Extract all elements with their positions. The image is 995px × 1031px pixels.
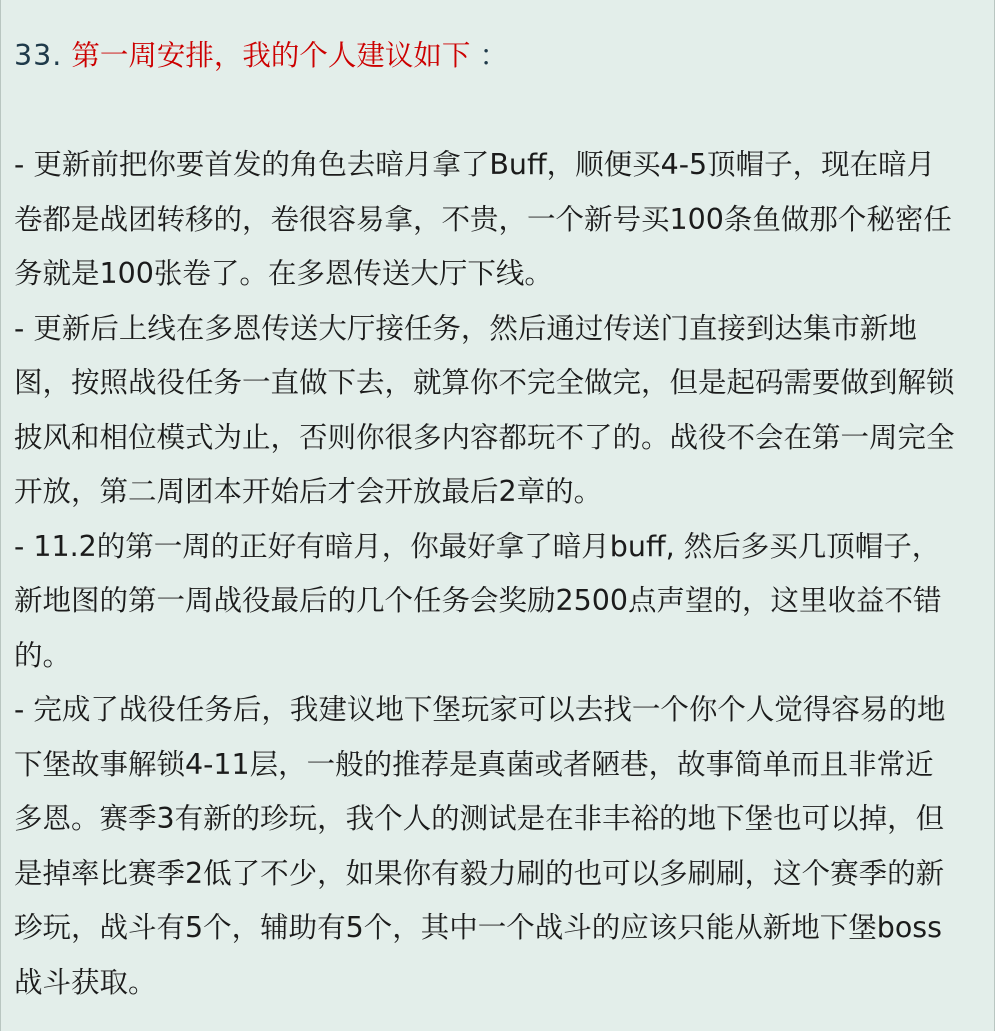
text-line: - 更新前把你要首发的角色去暗月拿了Buff，顺便买4-5顶帽子，现在暗月	[14, 148, 936, 181]
text-line: 多恩。赛季3有新的珍玩，我个人的测试是在非丰裕的地下堡也可以掉，但	[14, 802, 945, 835]
advice-list	[14, 138, 980, 1010]
blank-line	[14, 84, 980, 139]
text-line: - 完成了战役任务后，我建议地下堡玩家可以去找一个你个人觉得容易的地	[14, 693, 946, 726]
text-line: - 11.2的第一周的正好有暗月，你最好拿了暗月buff, 然后多买几顶帽子，	[14, 529, 941, 563]
text-line: 珍玩，战斗有5个，辅助有5个，其中一个战斗的应该只能从新地下堡boss	[14, 911, 942, 944]
advice-paragraph	[14, 302, 980, 520]
text-line: 卷都是战团转移的，卷很容易拿，不贵，一个新号买100条鱼做那个秘密任	[14, 202, 952, 236]
heading-colon: ：	[479, 39, 508, 72]
text-line: 下堡故事解锁4-11层，一般的推荐是真菌或者陋巷，故事简单而且非常近	[14, 747, 934, 781]
text-line: 的。	[14, 638, 72, 672]
text-line: 披风和相位模式为止，否则你很多内容都玩不了的。战役不会在第一周完全	[14, 420, 955, 454]
text-line: - 更新后上线在多恩传送大厅接任务，然后通过传送门直接到达集市新地	[14, 311, 917, 345]
text-line: 战斗获取。	[14, 965, 157, 999]
heading-title: 第一周安排，我的个人建议如下	[71, 39, 471, 72]
text-line: 图，按照战役任务一直做下去，就算你不完全做完，但是起码需要做到解锁	[14, 366, 955, 399]
text-line: 是掉率比赛季2低了不少，如果你有毅力刷的也可以多刷刷，这个赛季的新	[14, 856, 945, 890]
text-line: 务就是100张卷了。在多恩传送大厅下线。	[14, 257, 553, 290]
post-heading	[14, 29, 980, 84]
advice-paragraph	[14, 520, 980, 684]
item-number: 33.	[14, 39, 63, 72]
advice-paragraph	[14, 683, 980, 1010]
advice-paragraph	[14, 138, 980, 302]
text-line: 新地图的第一周战役最后的几个任务会奖励2500点声望的，这里收益不错	[14, 584, 942, 617]
text-line: 开放，第二周团本开始后才会开放最后2章的。	[14, 475, 603, 508]
